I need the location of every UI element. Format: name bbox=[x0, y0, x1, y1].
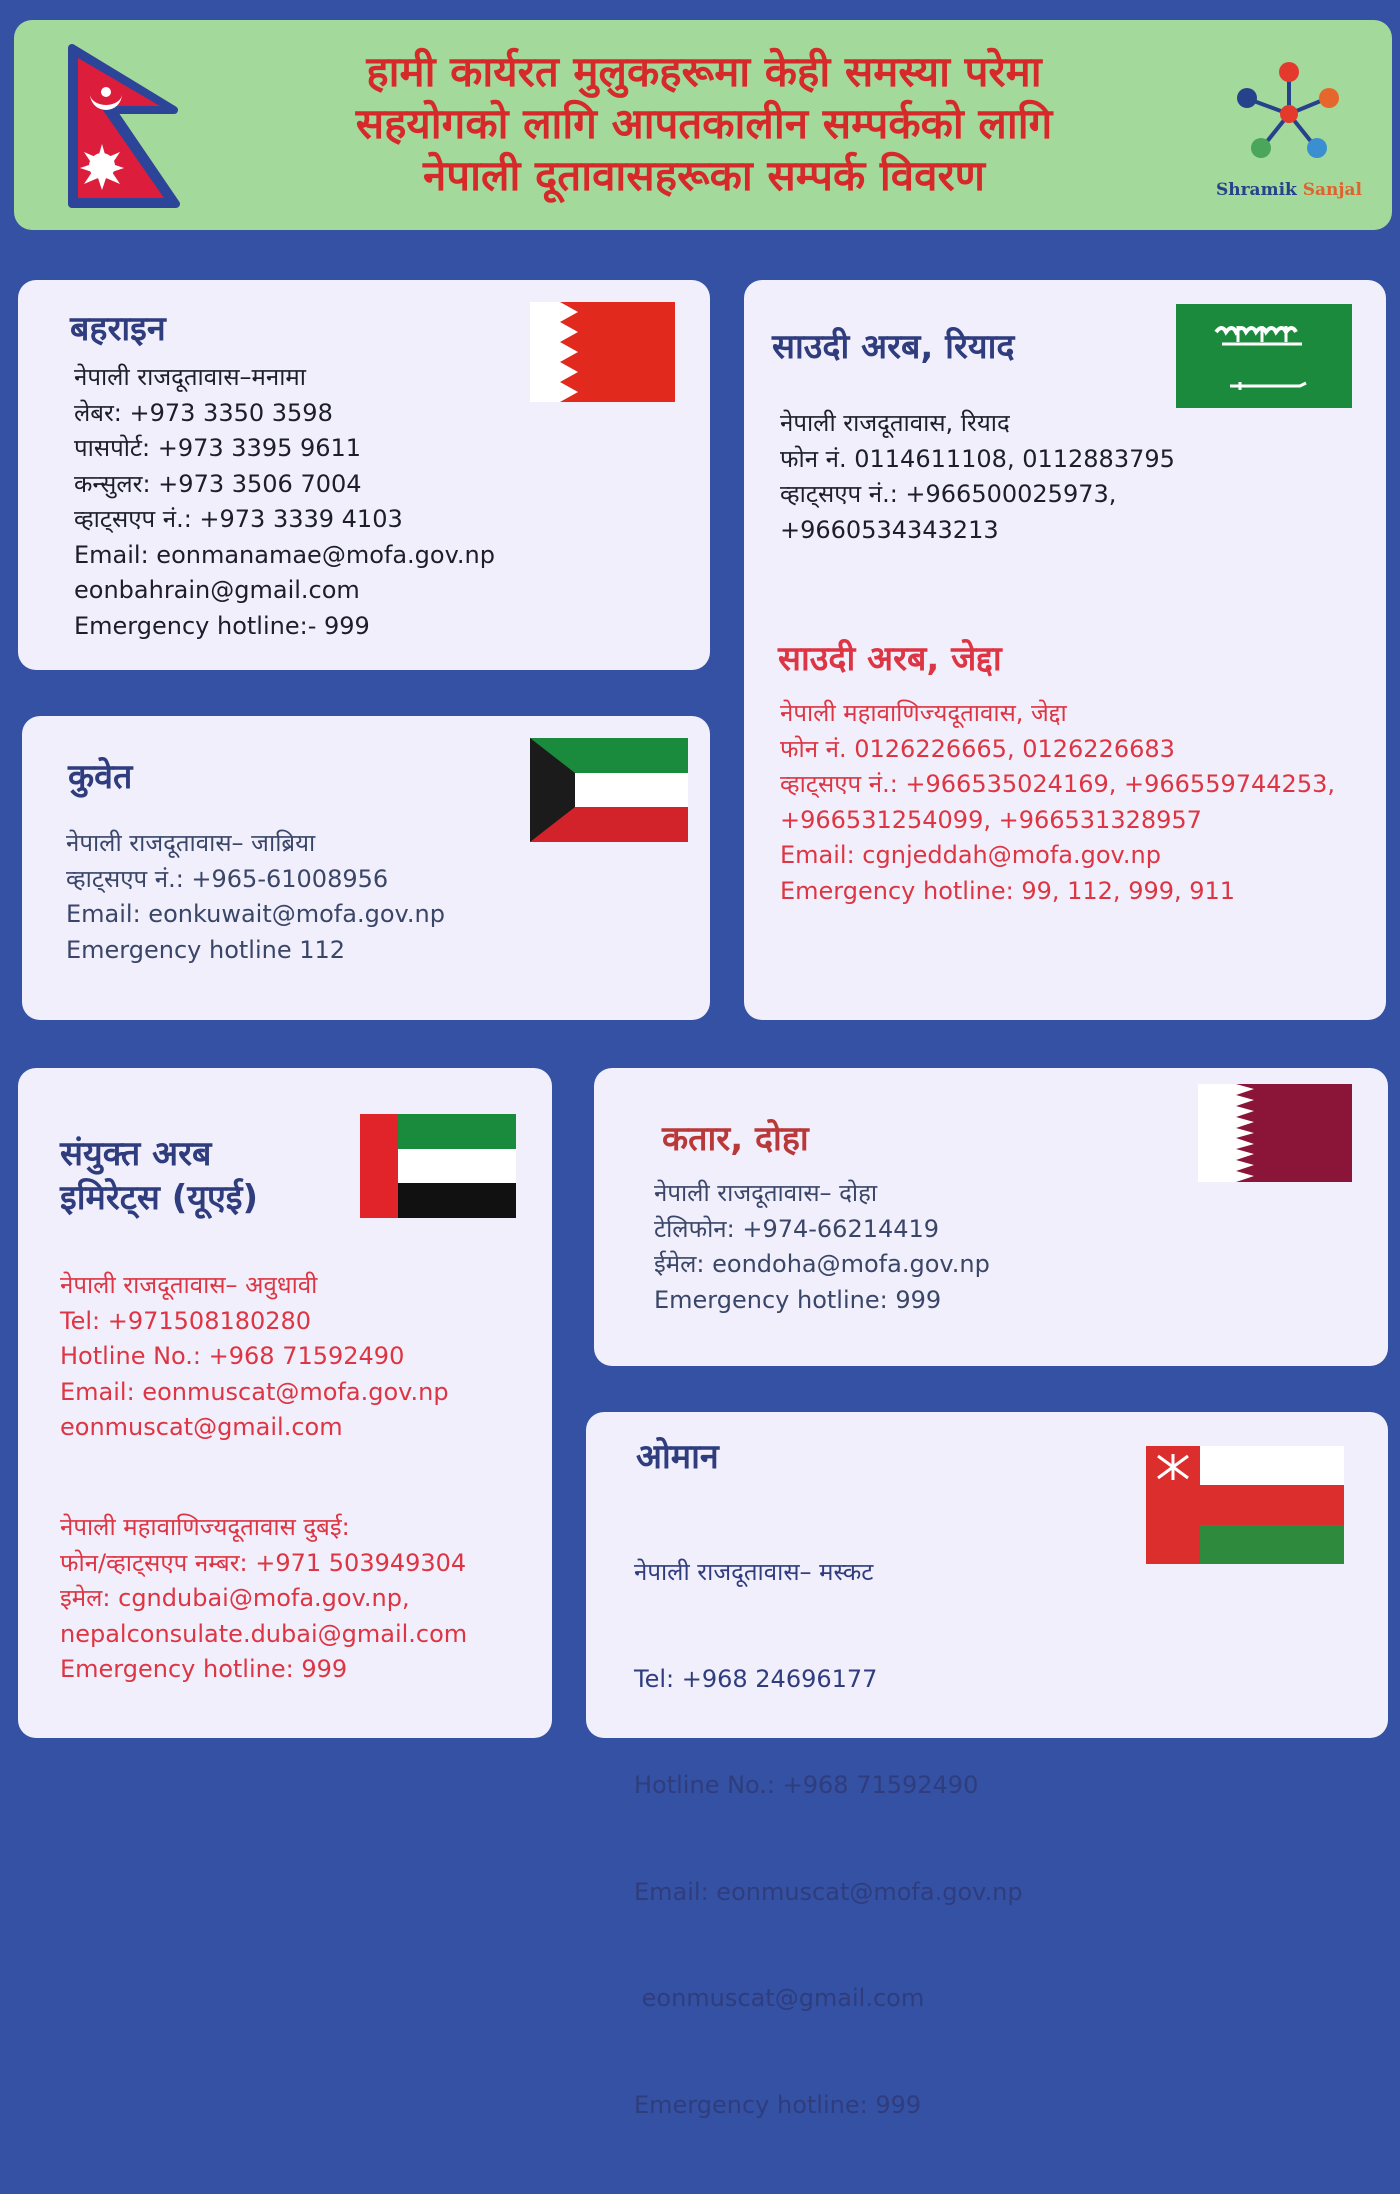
logo-word-sanjal: Sanjal bbox=[1302, 180, 1363, 200]
jeddah-line: नेपाली महावाणिज्यदूतावास, जेद्दा bbox=[780, 699, 1067, 727]
bahrain-line: Emergency hotline:- 999 bbox=[74, 611, 370, 640]
oman-line: Tel: +968 24696177 bbox=[634, 1664, 878, 1693]
card-title-kuwait: कुवेत bbox=[68, 757, 133, 797]
bahrain-line: eonbahrain@gmail.com bbox=[74, 576, 360, 604]
qatar-line: टेलिफोन: +974-66214419 bbox=[654, 1214, 940, 1243]
oman-contact-lines bbox=[634, 1484, 1023, 2194]
title-line-1: हामी कार्यरत मुलुकहरूमा केही समस्या परेमा bbox=[366, 47, 1042, 96]
oman-flag-icon bbox=[1146, 1446, 1344, 1564]
uae-title-line: संयुक्त अरब bbox=[60, 1134, 212, 1174]
uae-abudhabi-line: Email: eonmuscat@mofa.gov.np bbox=[60, 1377, 449, 1406]
uae-abudhabi-line: नेपाली राजदूतावास– अवुधावी bbox=[60, 1271, 318, 1299]
uae-dubai-line: फोन/व्हाट्सएप नम्बर: +971 503949304 bbox=[60, 1548, 467, 1577]
kuwait-line: व्हाट्सएप नं.: +965-61008956 bbox=[66, 864, 389, 893]
logo-word-shramik: Shramik bbox=[1215, 180, 1297, 200]
bahrain-line: कन्सुलर: +973 3506 7004 bbox=[74, 469, 362, 498]
logo-text bbox=[1204, 180, 1374, 200]
uae-abudhabi-line: Tel: +971508180280 bbox=[60, 1306, 312, 1335]
qatar-line: नेपाली राजदूतावास– दोहा bbox=[654, 1179, 878, 1207]
uae-abudhabi-lines bbox=[60, 1268, 449, 1446]
card-title-qatar: कतार, दोहा bbox=[662, 1119, 809, 1159]
oman-line: नेपाली राजदूतावास– मस्कट bbox=[634, 1558, 874, 1586]
uae-abudhabi-line: eonmuscat@gmail.com bbox=[60, 1413, 343, 1441]
uae-dubai-line: नेपाली महावाणिज्यदूतावास दुबई: bbox=[60, 1513, 350, 1541]
kuwait-line: Email: eonkuwait@mofa.gov.np bbox=[66, 900, 445, 928]
title-line-3: नेपाली दूतावासहरूका सम्पर्क विवरण bbox=[422, 151, 986, 200]
bahrain-line: Email: eonmanamae@mofa.gov.np bbox=[74, 540, 495, 569]
card-title-riyadh: साउदी अरब, रियाद bbox=[772, 327, 1015, 367]
card-bahrain bbox=[18, 280, 710, 670]
bahrain-line: नेपाली राजदूतावास–मनामा bbox=[74, 363, 307, 391]
bahrain-line: व्हाट्सएप नं.: +973 3339 4103 bbox=[74, 505, 403, 533]
uae-dubai-line: nepalconsulate.dubai@gmail.com bbox=[60, 1619, 468, 1648]
nepal-flag-icon bbox=[64, 44, 194, 209]
bahrain-line: पासपोर्ट: +973 3395 9611 bbox=[74, 434, 362, 462]
oman-line: Hotline No.: +968 71592490 bbox=[634, 1771, 979, 1799]
kuwait-contact-lines bbox=[66, 826, 445, 968]
card-title-uae bbox=[60, 1132, 258, 1220]
kuwait-flag-icon bbox=[530, 738, 688, 842]
jeddah-line: Emergency hotline: 99, 112, 999, 911 bbox=[780, 876, 1236, 905]
uae-dubai-lines bbox=[60, 1510, 467, 1688]
oman-line: Email: eonmuscat@mofa.gov.np bbox=[634, 1877, 1023, 1906]
oman-line: eonmuscat@gmail.com bbox=[634, 1984, 925, 2012]
jeddah-contact-lines bbox=[780, 696, 1335, 909]
bahrain-flag-icon bbox=[530, 302, 675, 402]
card-qatar bbox=[594, 1068, 1388, 1366]
kuwait-line: Emergency hotline 112 bbox=[66, 935, 346, 964]
uae-flag-icon bbox=[360, 1114, 516, 1218]
card-title-jeddah: साउदी अरब, जेद्दा bbox=[778, 639, 1002, 679]
card-saudi-arabia bbox=[744, 280, 1386, 1020]
page-title bbox=[234, 46, 1174, 202]
card-title-bahrain: बहराइन bbox=[70, 309, 166, 349]
uae-dubai-line: Emergency hotline: 999 bbox=[60, 1655, 348, 1683]
jeddah-line: +966531254099, +966531328957 bbox=[780, 805, 1202, 834]
bahrain-line: लेबर: +973 3350 3598 bbox=[74, 398, 333, 427]
jeddah-line: Email: cgnjeddah@mofa.gov.np bbox=[780, 841, 1161, 869]
jeddah-line: फोन नं. 0126226665, 0126226683 bbox=[780, 734, 1175, 763]
qatar-line: ईमेल: eondoha@mofa.gov.np bbox=[654, 1250, 990, 1278]
bahrain-contact-lines bbox=[74, 360, 495, 644]
riyadh-line: फोन नं. 0114611108, 0112883795 bbox=[780, 444, 1175, 473]
card-kuwait bbox=[22, 716, 710, 1020]
uae-title-line: इमिरेट्स (यूएई) bbox=[60, 1178, 258, 1218]
qatar-line: Emergency hotline: 999 bbox=[654, 1285, 942, 1314]
card-oman bbox=[586, 1412, 1388, 2119]
kuwait-line: नेपाली राजदूतावास– जाब्रिया bbox=[66, 829, 316, 857]
saudi-flag-icon bbox=[1176, 304, 1352, 408]
header-banner bbox=[14, 20, 1392, 230]
jeddah-line: व्हाट्सएप नं.: +966535024169, +966559744253, bbox=[780, 770, 1335, 798]
qatar-flag-icon bbox=[1198, 1084, 1352, 1182]
riyadh-contact-lines bbox=[780, 406, 1175, 548]
oman-line: Emergency hotline: 999 bbox=[634, 2090, 922, 2119]
riyadh-line: नेपाली राजदूतावास, रियाद bbox=[780, 409, 1010, 437]
uae-dubai-line: इमेल: cgndubai@mofa.gov.np, bbox=[60, 1584, 410, 1612]
riyadh-line: +9660534343213 bbox=[780, 515, 999, 544]
qatar-contact-lines bbox=[654, 1176, 990, 1318]
card-title-oman: ओमान bbox=[636, 1437, 719, 1477]
riyadh-line: व्हाट्सएप नं.: +966500025973, bbox=[780, 480, 1117, 508]
title-line-2: सहयोगको लागि आपतकालीन सम्पर्कको लागि bbox=[355, 99, 1053, 148]
card-uae bbox=[18, 1068, 552, 1738]
uae-abudhabi-line: Hotline No.: +968 71592490 bbox=[60, 1342, 405, 1370]
